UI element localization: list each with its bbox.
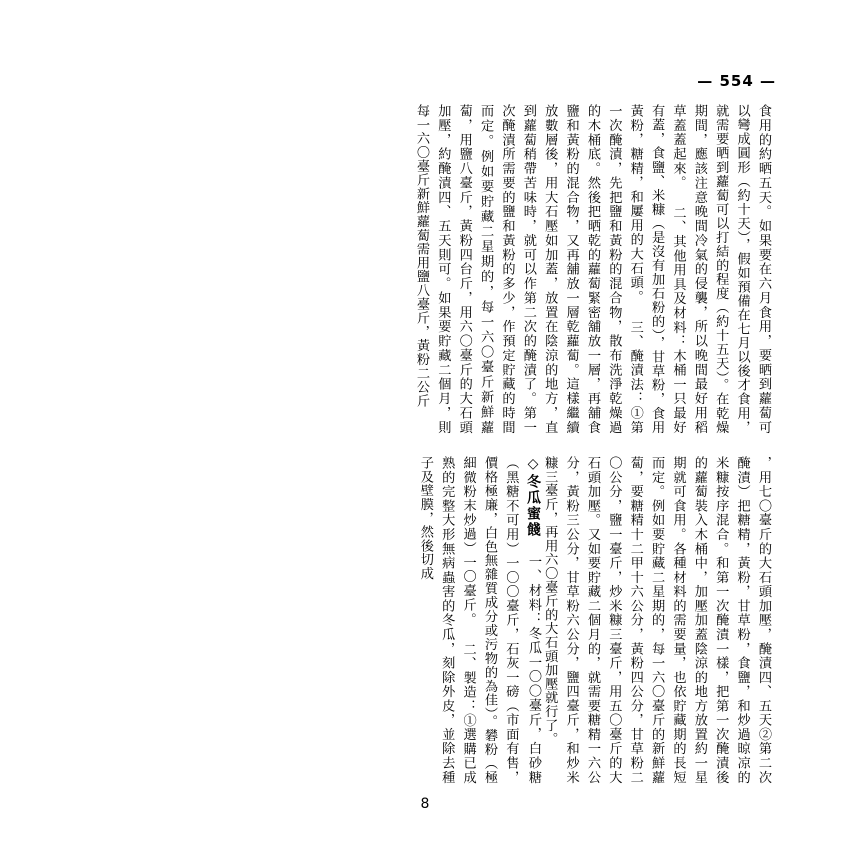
- recipe-heading: ◇冬瓜蜜餞: [525, 456, 541, 539]
- page-header-number: — 554 —: [697, 72, 776, 90]
- text-block-second: ，用七〇臺斤的大石頭加壓，醃漬四、五天②第二次醃漬）把糖精，黃粉，甘草粉，食鹽，和炒過晾凉的米糠按序混合。和第一次醃漬一樣，把第一次醃漬後的蘿蔔裝入木桶中，加壓加蓋陰涼的地方放置約一星期就可食用。各種材料的需要量，也依貯藏期的長短而定。例如要貯藏二星期的，每一六〇臺斤的新鮮蘿蔔，要糖精十二甲十六公分，黃粉四公分，甘草粉二〇公分，鹽一臺斤，炒米糠三臺斤，用五〇臺斤的大石頭加壓。又如要貯藏二個月的，就需要糖精一六公分，黃粉三公分，甘草粉六公分，鹽四臺斤，和炒米糠三臺斤，再用六〇臺斤的大石頭加壓就行了。: [542, 456, 771, 784]
- recipe-body: 一、材料：冬瓜一〇〇臺斤，白砂糖（黑糖不可用）一〇〇臺斤，石灰一磅（市面有售，價格極廉，白色無雜質成分或污物的為佳）。礬粉（極細微粉末炒過）一〇臺斤。 二、製造：①選購已成熟的完整大形無病蟲害的冬瓜，刻除外皮，並除去種子及壁膜，然後切成: [417, 456, 541, 785]
- text-block-third: [417, 456, 544, 785]
- text-block-main: 食用的約晒五天。如果要在六月食用，要晒到蘿蔔可以彎成圓形（約十天），假如預備在七月以後才食用，就需要晒到蘿蔔可以打結的程度（約十五天）。在乾燥期間，應該注意晚間冷氣的侵襲，所以晚間最好用稻草蓋蓋起來。 二、其他用具及材料：木桶一只最好有蓋，食鹽、米糠（是沒有加石粉的），甘草粉，食用黃粉，糖精，和屢用的大石頭。 三、醃漬法：①第一次醃漬，先把鹽和黃粉的混合物，散布洗淨乾燥過的木桶底。然後把晒乾的蘿蔔緊密舖放一層，再舖食鹽和黃粉的混合物，又再舖放一層乾蘿蔔。這樣繼續放數層後，用大石壓如加蓋，放置在陰涼的地方，直到蘿蔔稍帶苦味時，就可以作第二次的醃漬了。第一次醃漬所需要的鹽和黃粉的多少，作預定貯藏的時間而定。例如要貯藏二星期的，每一六〇臺斤新鮮蘿蔔，用鹽八臺斤，黃粉四台斤，用六〇臺斤的大石頭加壓，約醃漬四、五天則可。如果要貯藏二個月，則每一六〇臺斤新鮮蘿蔔需用鹽八臺斤，黃粉二公斤: [414, 104, 771, 434]
- page-body: [74, 104, 774, 784]
- page-footer-number: 8: [420, 796, 430, 812]
